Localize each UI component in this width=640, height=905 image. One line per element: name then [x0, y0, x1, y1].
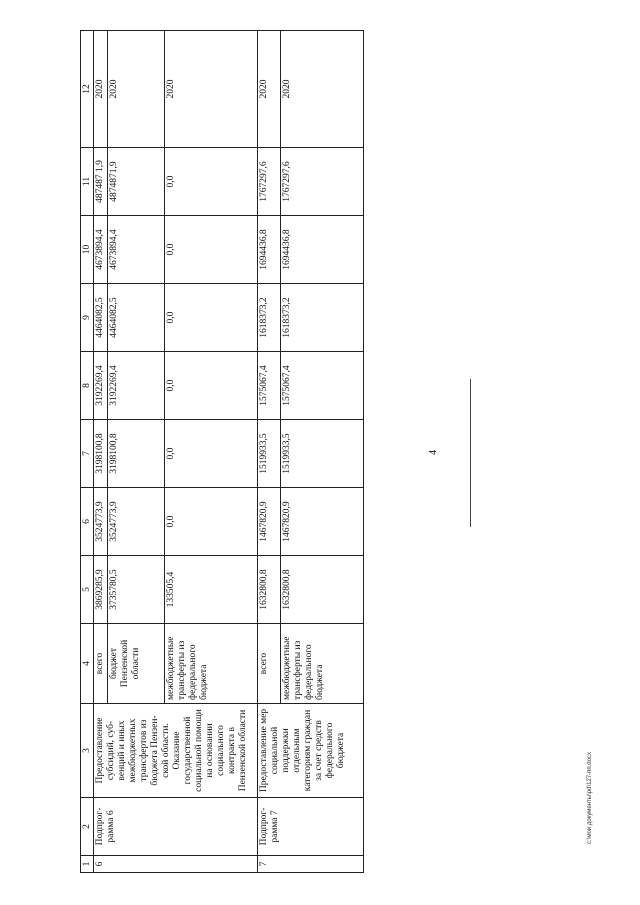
value-cell: 3524773,9	[94, 488, 108, 556]
value-cell: 1632800,8	[258, 556, 281, 624]
col-header: 1	[81, 856, 94, 873]
value-cell: 133505,4	[165, 556, 258, 624]
value-cell: 3198100,8	[108, 420, 165, 488]
value-cell: 1519933,5	[258, 420, 281, 488]
value-cell: 0,0	[165, 148, 258, 216]
value-cell: 4464082,5	[94, 284, 108, 352]
value-cell: 0,0	[165, 420, 258, 488]
value-cell: 4673894,4	[94, 216, 108, 284]
footer-path: c:\мои документы\pd\127-пп.docx	[587, 752, 593, 844]
value-cell: 1575067,4	[281, 352, 364, 420]
col-header: 10	[81, 216, 94, 284]
source-cell: бюджет Пензенской области	[108, 624, 165, 704]
value-cell: 3192269,4	[108, 352, 165, 420]
year-cell: 2020	[108, 31, 165, 148]
value-cell: 4874871,9	[108, 148, 165, 216]
budget-table	[80, 30, 364, 873]
value-cell: 0,0	[165, 488, 258, 556]
measure-text: Предоставление субсидий, суб-венций и иных межбюджетных трансфертов из бюджета Пензен-ской области. Оказание государственной социальной помощи на основании социального контракта в Пензенской области	[94, 704, 258, 798]
value-cell: 1618373,2	[258, 284, 281, 352]
row-number: 7	[258, 856, 364, 873]
col-header: 11	[81, 148, 94, 216]
col-header: 5	[81, 556, 94, 624]
col-header: 7	[81, 420, 94, 488]
value-cell: 1767297,6	[258, 148, 281, 216]
value-cell: 1632800,8	[281, 556, 364, 624]
end-divider	[470, 379, 471, 527]
value-cell: 1467820,9	[258, 488, 281, 556]
program-name: Подпрог-рамма 6	[94, 798, 258, 856]
value-cell: 0,0	[165, 284, 258, 352]
value-cell: 1694436,8	[258, 216, 281, 284]
source-cell: всего	[258, 624, 281, 704]
source-cell: межбюджетные трансферты из федерального бюджета	[281, 624, 364, 704]
year-cell: 2020	[165, 31, 258, 148]
col-header: 4	[81, 624, 94, 704]
value-cell: 3735780,5	[108, 556, 165, 624]
value-cell: 4673894,4	[108, 216, 165, 284]
year-cell: 2020	[94, 31, 108, 148]
col-header: 8	[81, 352, 94, 420]
measure-text: Предоставление мер социальной поддержки отдельным категориям граждан за счет средств федерального бюджета	[258, 704, 364, 798]
header-row	[81, 31, 94, 873]
row-number: 6	[94, 856, 258, 873]
value-cell: 1519933,5	[281, 420, 364, 488]
col-header: 3	[81, 704, 94, 798]
value-cell: 1467820,9	[281, 488, 364, 556]
value-cell: 3192269,4	[94, 352, 108, 420]
value-cell: 1575067,4	[258, 352, 281, 420]
col-header: 12	[81, 31, 94, 148]
value-cell: 1694436,8	[281, 216, 364, 284]
table-row	[94, 31, 108, 873]
value-cell: 3869285,9	[94, 556, 108, 624]
value-cell: 1767297,6	[281, 148, 364, 216]
value-cell: 487487 1,9	[94, 148, 108, 216]
page-number: 4	[428, 450, 439, 455]
value-cell: 1618373,2	[281, 284, 364, 352]
value-cell: 0,0	[165, 352, 258, 420]
source-cell: всего	[94, 624, 108, 704]
col-header: 6	[81, 488, 94, 556]
value-cell: 4464082,5	[108, 284, 165, 352]
value-cell: 3198100,8	[94, 420, 108, 488]
table-row	[258, 31, 281, 873]
year-cell: 2020	[258, 31, 281, 148]
col-header: 2	[81, 798, 94, 856]
value-cell: 3524773,9	[108, 488, 165, 556]
source-cell: межбюджетные трансферты из федерального бюджета	[165, 624, 258, 704]
col-header: 9	[81, 284, 94, 352]
year-cell: 2020	[281, 31, 364, 148]
value-cell: 0,0	[165, 216, 258, 284]
program-name: Подпрог-рамма 7	[258, 798, 364, 856]
